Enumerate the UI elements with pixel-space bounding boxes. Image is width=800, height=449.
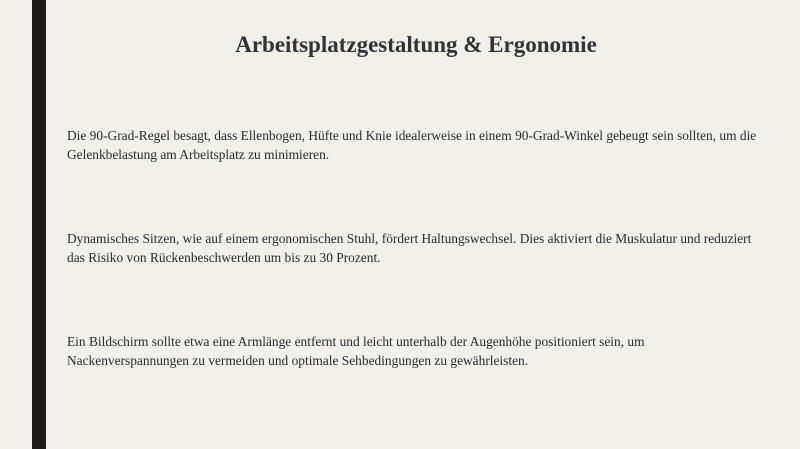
paragraph-bildschirm-position: Ein Bildschirm sollte etwa eine Armlänge entfernt und leicht unterhalb der Augenhöhe positioniert sein, um Nackenverspannungen zu vermeiden und optimale Sehbedingungen zu gewährleisten. (67, 334, 645, 368)
paragraph-90-grad-regel: Die 90-Grad-Regel besagt, dass Ellenbogen, Hüfte und Knie idealerweise in einem 90-Grad-Winkel gebeugt sein sollten, um die Gelenkbelastung am Arbeitsplatz zu minimieren. (67, 128, 757, 162)
paragraph-dynamisches-sitzen: Dynamisches Sitzen, wie auf einem ergonomischen Stuhl, fördert Haltungswechsel. Dies aktiviert die Muskulatur und reduziert das Risiko von Rückenbeschwerden um bis zu 30 Prozent. (67, 231, 752, 265)
slide-title: Arbeitsplatzgestaltung & Ergonomie (235, 32, 597, 57)
left-accent-bar (32, 0, 46, 449)
